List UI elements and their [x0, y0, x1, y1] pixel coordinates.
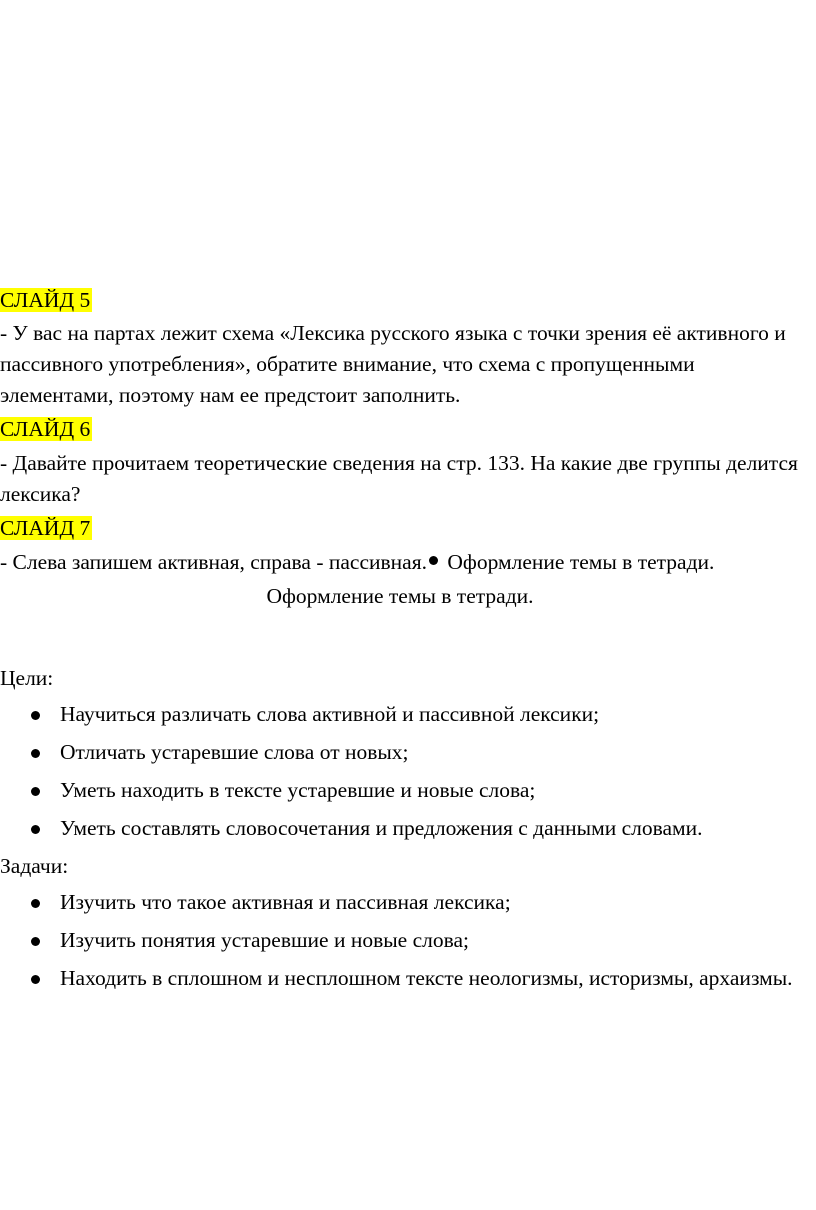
bullet-icon — [31, 899, 40, 908]
slide-6-highlight: СЛАЙД 6 — [0, 417, 91, 441]
list-item-text: Отличать устаревшие слова от новых; — [60, 740, 409, 764]
bullet-icon — [429, 556, 438, 565]
tasks-list — [0, 887, 800, 994]
list-item-text: Уметь составлять словосочетания и предложения с данными словами. — [60, 816, 703, 840]
list-item — [0, 887, 800, 918]
list-item — [0, 699, 800, 730]
list-item-text: Изучить понятия устаревшие и новые слова; — [60, 928, 470, 952]
document-page — [0, 285, 800, 1001]
centered-note: Оформление темы в тетради. — [266, 584, 534, 608]
bullet-icon — [31, 749, 40, 758]
slide-5-label — [0, 285, 800, 315]
list-item — [0, 737, 800, 768]
list-item-text: Уметь находить в тексте устаревшие и новые слова; — [60, 778, 536, 802]
bullet-icon — [31, 787, 40, 796]
list-item-text: Научиться различать слова активной и пассивной лексики; — [60, 702, 600, 726]
bullet-icon — [31, 825, 40, 834]
slide-7-text-before: - Слева запишем активная, справа - пассивная. — [0, 550, 427, 574]
slide-6-text: - Давайте прочитаем теоретические сведения на стр. 133. На какие две группы делится лексика? — [0, 451, 798, 506]
tasks-heading: Задачи: — [0, 854, 69, 878]
list-item — [0, 963, 800, 994]
list-item — [0, 925, 800, 956]
slide-5-text: - У вас на партах лежит схема «Лексика русского языка с точки зрения её активного и пассивного употребления», обратите внимание, что схема с пропущенными элементами, поэтому нам ее предстоит заполнить. — [0, 321, 786, 407]
list-item — [0, 775, 800, 806]
goals-list — [0, 699, 800, 844]
bullet-icon — [31, 711, 40, 720]
slide-7-text — [0, 547, 800, 578]
slide-6-label — [0, 414, 800, 444]
list-item-text: Изучить что такое активная и пассивная лексика; — [60, 890, 511, 914]
slide-7-highlight: СЛАЙД 7 — [0, 516, 91, 540]
list-item-text: Находить в сплошном и несплошном тексте неологизмы, историзмы, архаизмы. — [60, 966, 793, 990]
list-item — [0, 813, 800, 844]
slide-5-highlight: СЛАЙД 5 — [0, 288, 91, 312]
bullet-icon — [31, 937, 40, 946]
goals-heading: Цели: — [0, 666, 54, 690]
slide-7-label — [0, 513, 800, 543]
slide-7-text-after: Оформление темы в тетради. — [442, 550, 715, 574]
bullet-icon — [31, 975, 40, 984]
